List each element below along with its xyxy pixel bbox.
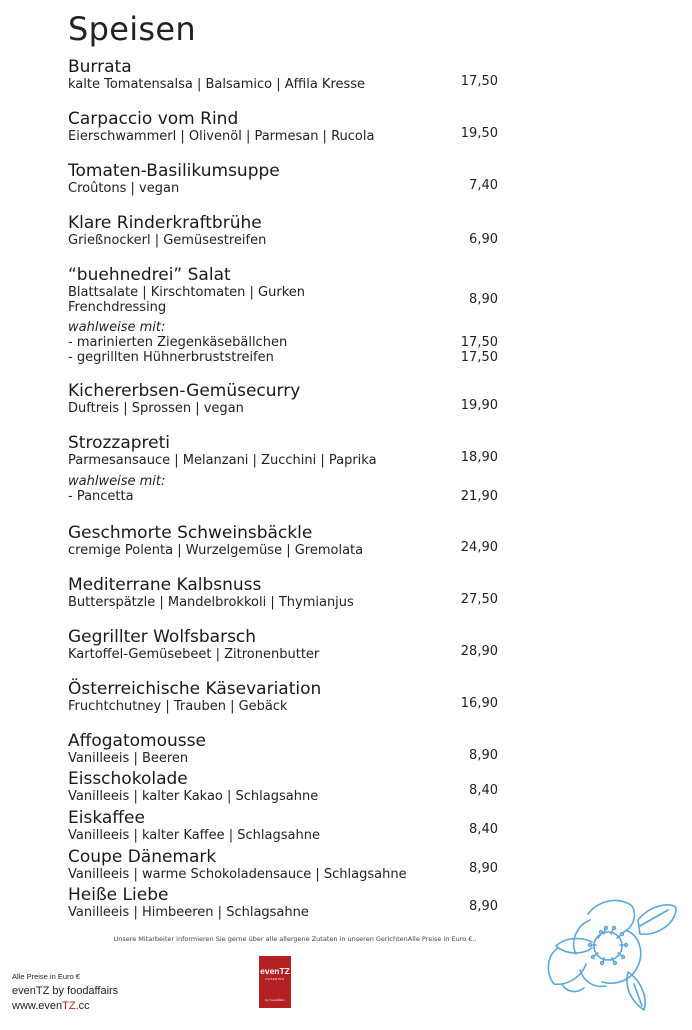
menu-item	[68, 58, 500, 92]
option-line	[68, 350, 500, 365]
website-highlight: TZ	[62, 1000, 76, 1012]
menu-item	[68, 886, 500, 920]
menu-item	[68, 680, 500, 714]
option-price: 17,50	[460, 335, 498, 350]
item-name: Mediterrane Kalbsnuss	[68, 575, 262, 595]
item-name: Kichererbsen-Gemüsecurry	[68, 381, 301, 401]
menu-item	[68, 110, 500, 144]
menu-item	[68, 576, 500, 610]
item-price: 24,90	[460, 540, 498, 555]
item-name: Geschmorte Schweinsbäckle	[68, 523, 313, 543]
item-description: Vanilleeis | kalter Kaffee | Schlagsahne	[68, 828, 320, 843]
item-description: Duftreis | Sprossen | vegan	[68, 401, 244, 416]
options-title: wahlweise mit:	[68, 320, 166, 335]
page-title: Speisen	[68, 10, 196, 48]
item-name: Gegrillter Wolfsbarsch	[68, 627, 257, 647]
item-price: 27,50	[460, 592, 498, 607]
item-name: “buehnedrei” Salat	[68, 265, 231, 285]
item-description: Kartoffel-Gemüsebeet | Zitronenbutter	[68, 647, 320, 662]
menu-item	[68, 214, 500, 248]
item-name: Burrata	[68, 57, 132, 77]
eventz-logo	[259, 956, 291, 1008]
allergen-note: Unsere Mitarbeiter informieren Sie gerne über alle allergene Zutaten in unseren GerichtenAlle Preise in Euro €..	[113, 935, 477, 943]
footer-website[interactable]	[12, 1000, 90, 1012]
option-price: 21,90	[460, 489, 498, 504]
menu-item	[68, 434, 500, 468]
option-line	[68, 489, 500, 504]
item-description: Fruchtchutney | Trauben | Gebäck	[68, 699, 288, 714]
item-description: Blattsalate | Kirschtomaten | Gurken	[68, 285, 306, 300]
item-name: Eisschokolade	[68, 769, 188, 789]
item-price: 8,90	[469, 292, 498, 307]
item-description: Vanilleeis | Himbeeren | Schlagsahne	[68, 905, 309, 920]
logo-main: evenTZ	[260, 966, 290, 976]
item-price: 16,90	[460, 696, 498, 711]
menu-item	[68, 770, 500, 804]
logo-by: by foodaffairs	[265, 998, 285, 1002]
menu-item	[68, 628, 500, 662]
menu-item	[68, 732, 500, 766]
item-name: Affogatomousse	[68, 731, 206, 751]
item-description: Eierschwammerl | Olivenöl | Parmesan | Rucola	[68, 129, 375, 144]
website-suffix: .cc	[75, 1000, 90, 1012]
option-text: - Pancetta	[68, 489, 134, 504]
footer-price-note: Alle Preise in Euro €	[12, 972, 80, 981]
item-description: Vanilleeis | warme Schokoladensauce | Schlagsahne	[68, 867, 407, 882]
item-name: Österreichische Käsevariation	[68, 679, 322, 699]
item-description: Parmesansauce | Melanzani | Zucchini | Paprika	[68, 453, 377, 468]
item-options	[68, 474, 500, 504]
item-name: Carpaccio vom Rind	[68, 109, 239, 129]
website-prefix: www.even	[12, 1000, 63, 1012]
item-name: Tomaten-Basilikumsuppe	[68, 161, 280, 181]
item-price: 8,90	[469, 861, 498, 876]
item-description: Frenchdressing	[68, 300, 167, 315]
item-price: 7,40	[469, 178, 498, 193]
menu-item	[68, 382, 500, 416]
footer-company: evenTZ by foodaffairs	[12, 985, 119, 997]
item-price: 6,90	[469, 232, 498, 247]
item-description: kalte Tomatensalsa | Balsamico | Affila Kresse	[68, 77, 366, 92]
item-name: Eiskaffee	[68, 808, 145, 828]
item-description: cremige Polenta | Wurzelgemüse | Gremolata	[68, 543, 364, 558]
item-description: Vanilleeis | Beeren	[68, 751, 189, 766]
menu-item	[68, 162, 500, 196]
item-price: 19,50	[460, 126, 498, 141]
item-name: Klare Rinderkraftbrühe	[68, 213, 262, 233]
menu-item	[68, 848, 500, 882]
menu-item	[68, 266, 500, 315]
logo-sub: CATERING	[265, 977, 285, 981]
item-options	[68, 320, 500, 365]
item-price: 17,50	[460, 74, 498, 89]
item-name: Coupe Dänemark	[68, 847, 217, 867]
option-text: - gegrillten Hühnerbruststreifen	[68, 350, 274, 365]
item-description: Grießnockerl | Gemüsestreifen	[68, 233, 267, 248]
options-title: wahlweise mit:	[68, 474, 166, 489]
item-price: 8,40	[469, 822, 498, 837]
item-name: Strozzapreti	[68, 433, 170, 453]
item-price: 28,90	[460, 644, 498, 659]
item-price: 19,90	[460, 398, 498, 413]
item-description: Croûtons | vegan	[68, 181, 180, 196]
item-price: 18,90	[460, 450, 498, 465]
item-name: Heiße Liebe	[68, 885, 169, 905]
option-line	[68, 335, 500, 350]
flower-icon	[540, 890, 682, 1020]
menu-item	[68, 809, 500, 843]
option-price: 17,50	[460, 350, 498, 365]
option-text: - marinierten Ziegenkäsebällchen	[68, 335, 288, 350]
item-price: 8,90	[469, 899, 498, 914]
item-description: Vanilleeis | kalter Kakao | Schlagsahne	[68, 789, 319, 804]
menu-item	[68, 524, 500, 558]
item-price: 8,90	[469, 748, 498, 763]
item-price: 8,40	[469, 783, 498, 798]
item-description: Butterspätzle | Mandelbrokkoli | Thymianjus	[68, 595, 354, 610]
